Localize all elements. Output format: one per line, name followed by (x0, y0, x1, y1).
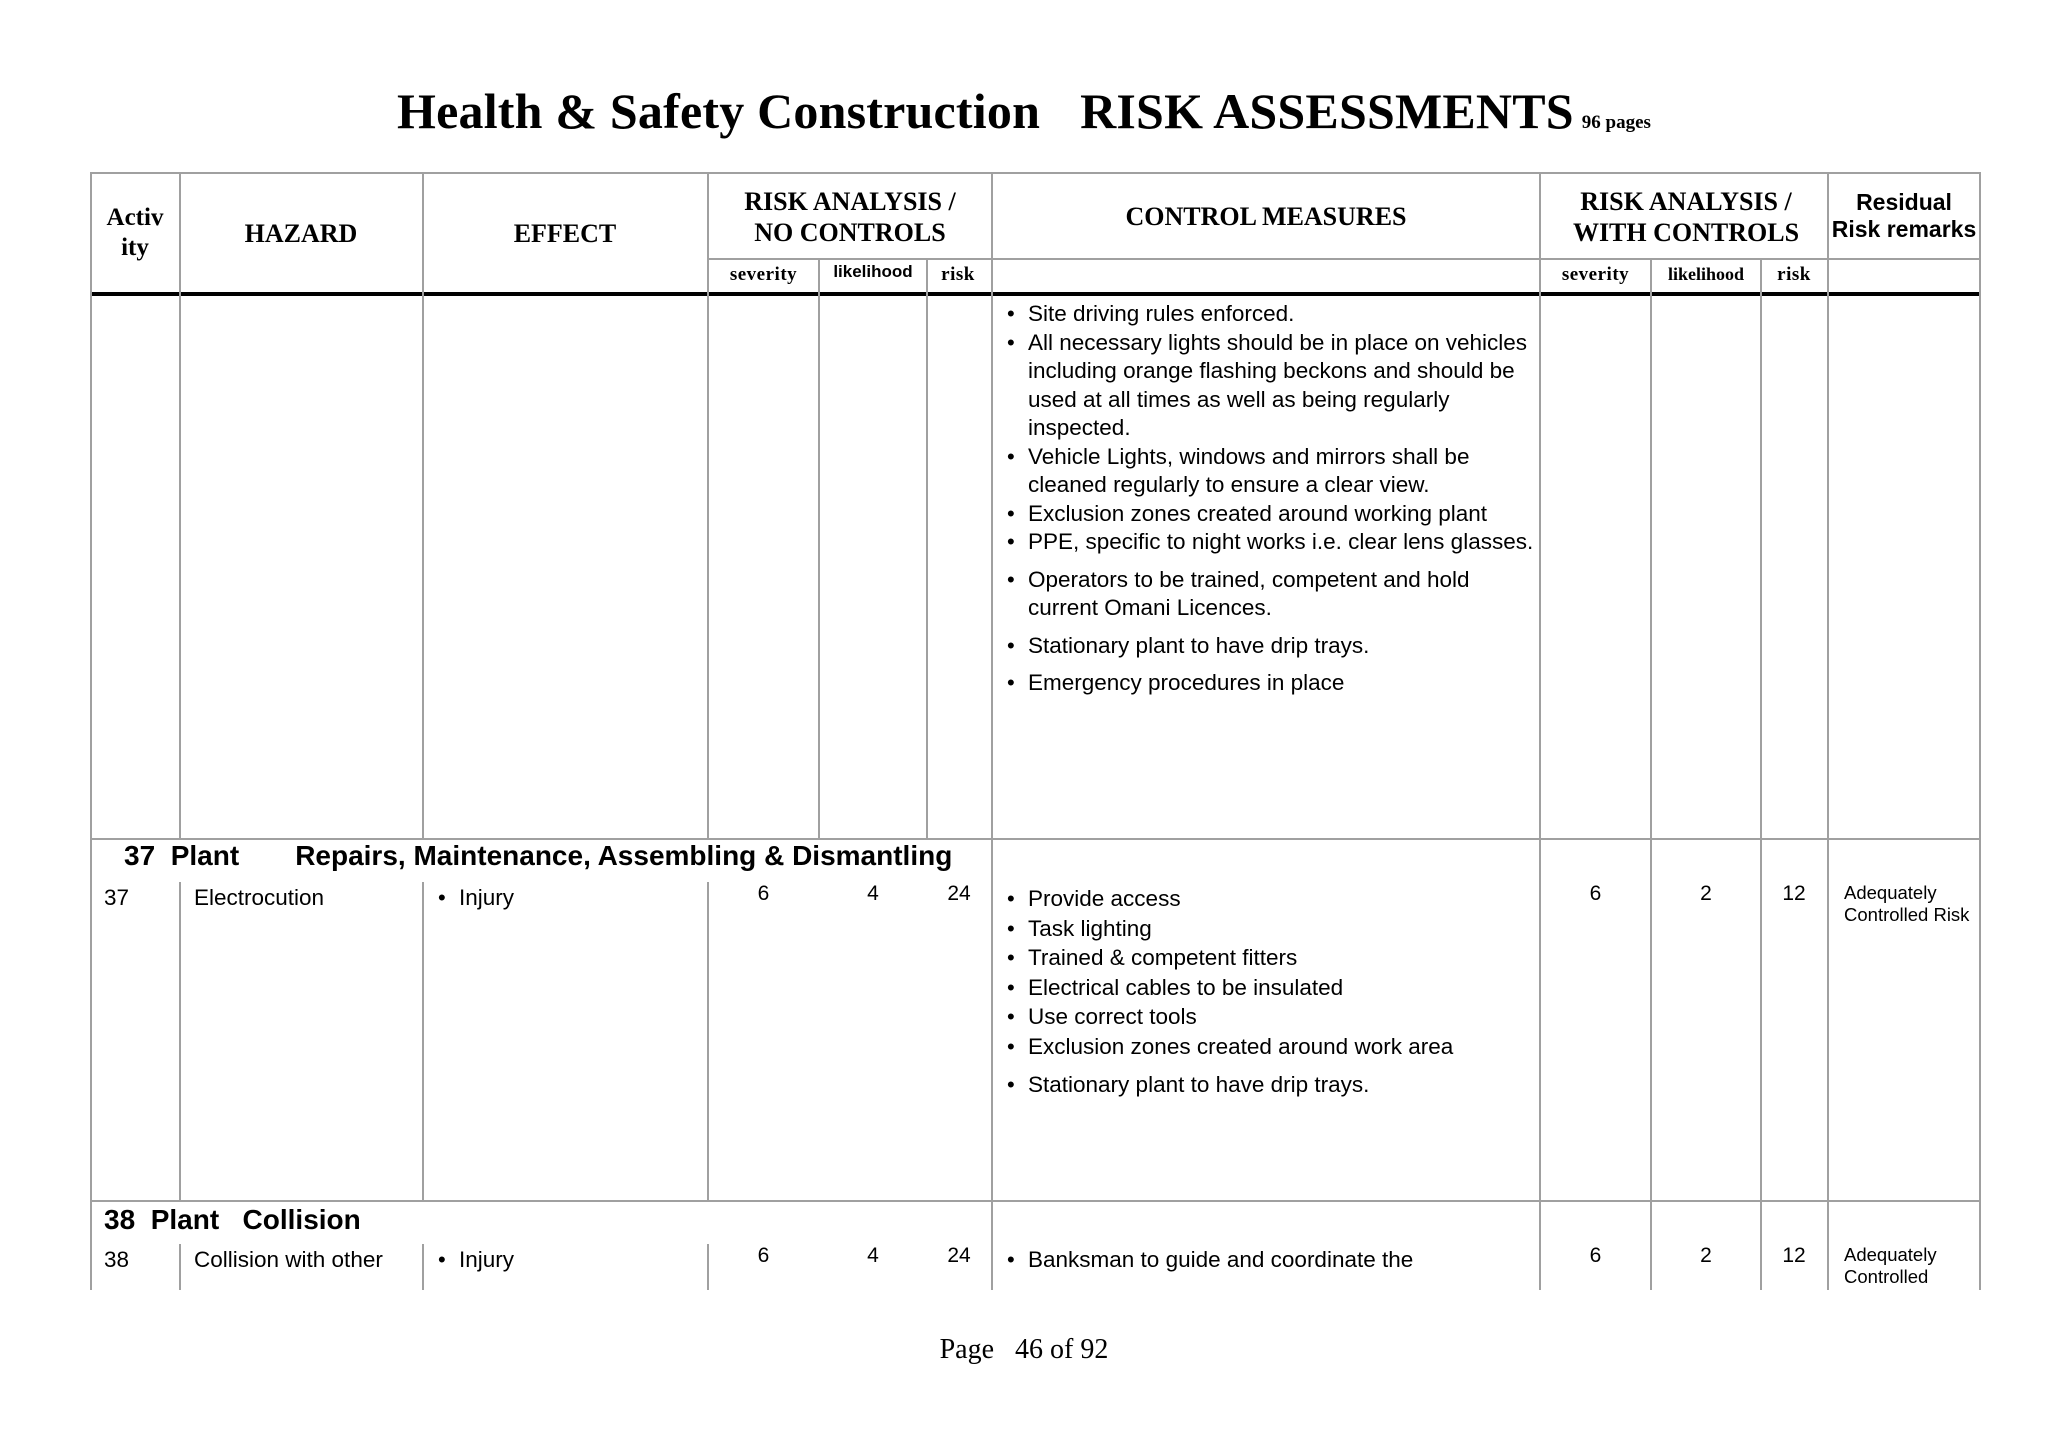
row-37-likelihood-2: 2 (1700, 882, 1712, 905)
row-38-likelihood: 4 (867, 1244, 879, 1267)
list-item: • Stationary plant to have drip trays. (1006, 1070, 1536, 1100)
row-38-risk: 24 (947, 1244, 971, 1267)
list-item: • Banksman to guide and coordinate the (1006, 1246, 1536, 1275)
list-item: • Injury (437, 884, 697, 913)
row-37-risk: 24 (947, 882, 971, 905)
header-residual: Residual Risk remarks (1831, 189, 1977, 242)
section-38-name: Plant (150, 1204, 220, 1235)
subheader-risk-2: risk (1777, 264, 1811, 285)
list-item: • Injury (437, 1246, 697, 1275)
row-38-severity-2: 6 (1589, 1244, 1602, 1267)
header-control-measures: CONTROL MEASURES (1125, 201, 1407, 231)
header-hazard: HAZARD (244, 218, 358, 248)
row-37-severity-2: 6 (1589, 882, 1602, 905)
subheader-likelihood: likelihood (833, 262, 913, 281)
list-item: • Vehicle Lights, windows and mirrors shall be cleaned regularly to ensure a clear view. (1006, 443, 1536, 500)
list-item: • All necessary lights should be in place on vehicles including orange flashing beckons and should be used at all times as well as being regularly inspected. (1006, 329, 1536, 443)
list-item: • Operators to be trained, competent and hold current Omani Licences. (1006, 566, 1536, 623)
section-38-title (104, 1204, 361, 1236)
footer-page-number: 46 of 92 (1015, 1334, 1109, 1365)
list-item: • PPE, specific to night works i.e. clear lens glasses. (1006, 528, 1536, 557)
title-pages: 96 pages (1581, 112, 1651, 133)
row-38-activity: 38 (104, 1247, 130, 1272)
row-38-likelihood-2: 2 (1700, 1244, 1712, 1267)
list-item: • Use correct tools (1006, 1002, 1536, 1032)
subheader-likelihood-2: likelihood (1667, 264, 1745, 284)
list-item: • Electrical cables to be insulated (1006, 973, 1536, 1003)
header-effect: EFFECT (513, 218, 617, 248)
row-38-effect (437, 1246, 697, 1275)
row-37-effect (437, 884, 697, 913)
list-item: • Stationary plant to have drip trays. (1006, 632, 1536, 661)
row-37-severity: 6 (757, 882, 770, 905)
list-item: • Exclusion zones created around work area (1006, 1032, 1536, 1062)
row-37-remarks: Adequately Controlled Risk (1844, 882, 1970, 925)
list-item: • Provide access (1006, 884, 1536, 914)
row-38-remarks: Adequately Controlled (1844, 1244, 1937, 1287)
row-38-controls (1006, 1246, 1536, 1275)
subheader-severity: severity (729, 264, 798, 285)
row-37-risk-2: 12 (1782, 882, 1806, 905)
page-footer (0, 1334, 2048, 1366)
row-37-controls (1006, 884, 1536, 1100)
list-item: • Emergency procedures in place (1006, 669, 1536, 698)
section-38-heading: Collision (242, 1204, 361, 1235)
section-37-heading: Repairs, Maintenance, Assembling & Dismantling (295, 840, 953, 871)
row-38-severity: 6 (757, 1244, 770, 1267)
list-item: • Trained & competent fitters (1006, 943, 1536, 973)
subheader-risk: risk (941, 264, 975, 285)
title-main: Health & Safety Construction (397, 83, 1041, 139)
list-item: • Task lighting (1006, 914, 1536, 944)
row-37-likelihood: 4 (867, 882, 879, 905)
title-sub: RISK ASSESSMENTS (1080, 83, 1574, 139)
row-37-activity: 37 (104, 885, 130, 910)
section-38-number: 38 (104, 1204, 136, 1235)
header-risk-no-controls: RISK ANALYSIS / NO CONTROLS (744, 187, 956, 247)
list-item: • Exclusion zones created around working plant (1006, 500, 1536, 529)
section-37-name: Plant (170, 840, 240, 871)
row-38-hazard: Collision with other (194, 1247, 383, 1272)
row-37-hazard: Electrocution (194, 885, 325, 910)
list-item: • Site driving rules enforced. (1006, 300, 1536, 329)
footer-page-label: Page (939, 1334, 995, 1365)
row-38-risk-2: 12 (1782, 1244, 1806, 1267)
header-risk-with-controls: RISK ANALYSIS / WITH CONTROLS (1572, 187, 1800, 247)
header-activity: Activ ity (106, 204, 164, 261)
section-37-number: 37 (124, 840, 156, 871)
page-title (0, 82, 2048, 140)
subheader-severity-2: severity (1561, 264, 1630, 285)
continued-controls-list (1006, 300, 1536, 698)
section-37-title (124, 840, 952, 872)
